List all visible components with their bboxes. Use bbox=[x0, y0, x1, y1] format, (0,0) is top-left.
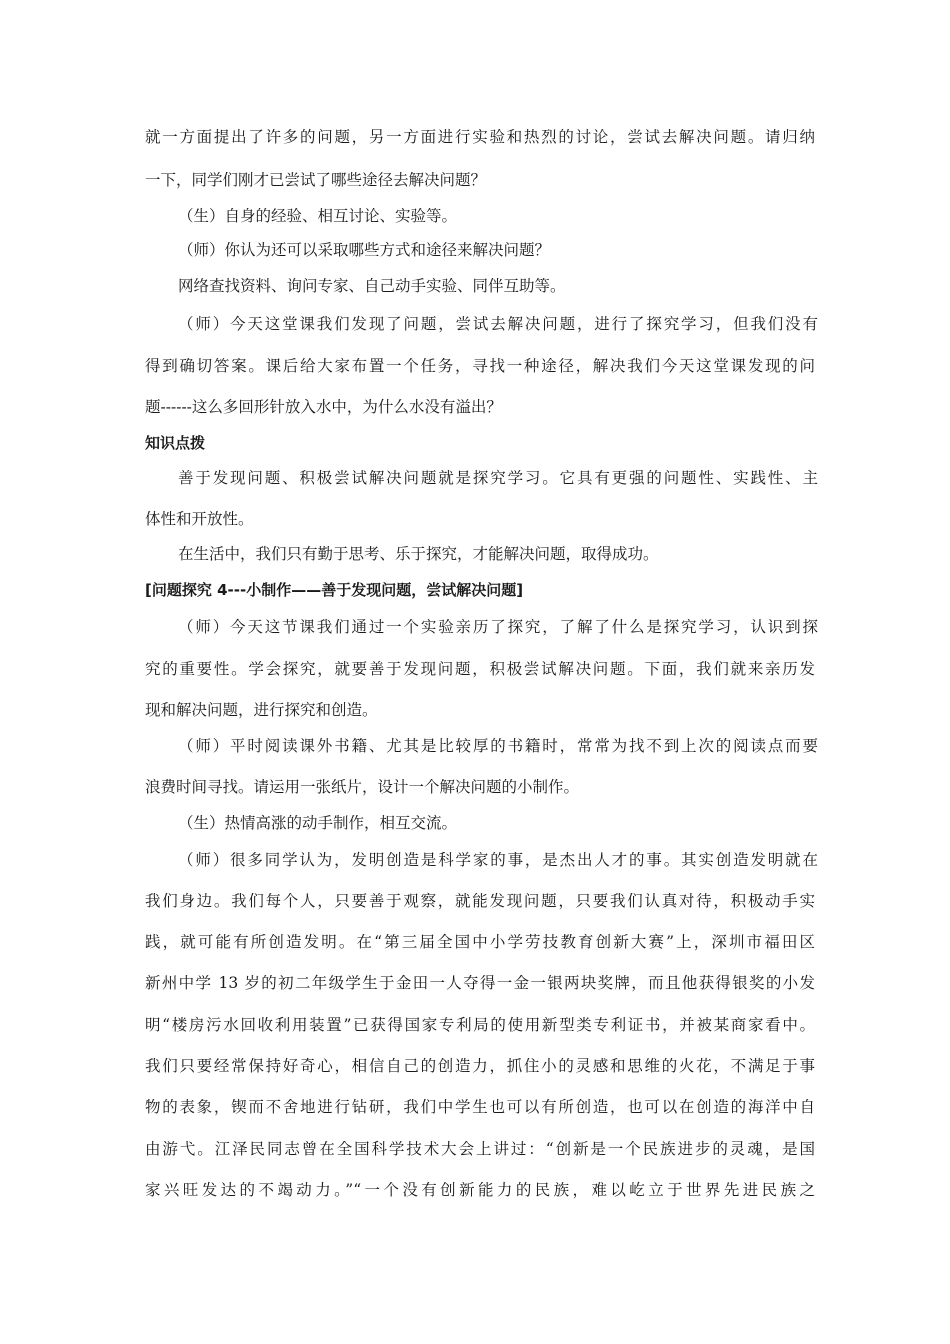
teacher-statement-line: （师）很多同学认为，发明创造是科学家的事，是杰出人才的事。其实创造发明就在 bbox=[178, 851, 818, 869]
paragraph-line: 在生活中，我们只有勤于思考、乐于探究，才能解决问题，取得成功。 bbox=[178, 545, 659, 563]
teacher-statement-line: （师）今天这堂课我们发现了问题，尝试去解决问题，进行了探究学习，但我们没有 bbox=[178, 315, 818, 333]
paragraph-line: 家兴旺发达的不竭动力。”“一个没有创新能力的民族，难以屹立于世界先进民族之 bbox=[145, 1181, 815, 1199]
teacher-question-line: （师）你认为还可以采取哪些方式和途径来解决问题？ bbox=[178, 241, 551, 259]
paragraph-line: 体性和开放性。 bbox=[145, 510, 254, 528]
teacher-statement-line: （师）今天这节课我们通过一个实验亲历了探究，了解了什么是探究学习，认识到探 bbox=[178, 618, 818, 636]
paragraph-line: 网络查找资料、询问专家、自己动手实验、同伴互助等。 bbox=[178, 277, 566, 295]
paragraph-line: 物的表象，锲而不舍地进行钻研，我们中学生也可以有所创造，也可以在创造的海洋中自 bbox=[145, 1098, 815, 1116]
paragraph-line: 善于发现问题、积极尝试解决问题就是探究学习。它具有更强的问题性、实践性、主 bbox=[178, 469, 818, 487]
paragraph-line: 一下，同学们刚才已尝试了哪些途径去解决问题？ bbox=[145, 171, 487, 189]
paragraph-line: 由游弋。江泽民同志曾在全国科学技术大会上讲过：“创新是一个民族进步的灵魂，是国 bbox=[145, 1140, 815, 1158]
paragraph-line: 就一方面提出了许多的问题，另一方面进行实验和热烈的讨论，尝试去解决问题。请归纳 bbox=[145, 128, 815, 146]
paragraph-line: 得到确切答案。课后给大家布置一个任务，寻找一种途径，解决我们今天这堂课发现的问 bbox=[145, 357, 815, 375]
student-answer-line: （生）热情高涨的动手制作，相互交流。 bbox=[178, 814, 458, 832]
paragraph-line: 践，就可能有所创造发明。在“第三届全国中小学劳技教育创新大赛”上，深圳市福田区 bbox=[145, 933, 815, 951]
section-heading: [问题探究 4---小制作——善于发现问题，尝试解决问题] bbox=[145, 581, 524, 599]
paragraph-line: 题------这么多回形针放入水中，为什么水没有溢出？ bbox=[145, 398, 502, 416]
paragraph-line: 我们身边。我们每个人，只要善于观察，就能发现问题，只要我们认真对待，积极动手实 bbox=[145, 892, 815, 910]
paragraph-line: 究的重要性。学会探究，就要善于发现问题，积极尝试解决问题。下面，我们就来亲历发 bbox=[145, 660, 815, 678]
paragraph-line: 新州中学 13 岁的初二年级学生于金田一人夺得一金一银两块奖牌，而且他获得银奖的小发 bbox=[145, 974, 815, 992]
paragraph-line: 浪费时间寻找。请运用一张纸片，设计一个解决问题的小制作。 bbox=[145, 778, 580, 796]
teacher-statement-line: （师）平时阅读课外书籍、尤其是比较厚的书籍时，常常为找不到上次的阅读点而要 bbox=[178, 737, 818, 755]
section-heading: 知识点拨 bbox=[145, 434, 206, 452]
paragraph-line: 现和解决问题，进行探究和创造。 bbox=[145, 701, 378, 719]
student-answer-line: （生）自身的经验、相互讨论、实验等。 bbox=[178, 207, 458, 225]
paragraph-line: 明“楼房污水回收利用装置”已获得国家专利局的使用新型类专利证书，并被某商家看中。 bbox=[145, 1016, 815, 1034]
paragraph-line: 我们只要经常保持好奇心，相信自己的创造力，抓住小的灵感和思维的火花，不满足于事 bbox=[145, 1057, 815, 1075]
